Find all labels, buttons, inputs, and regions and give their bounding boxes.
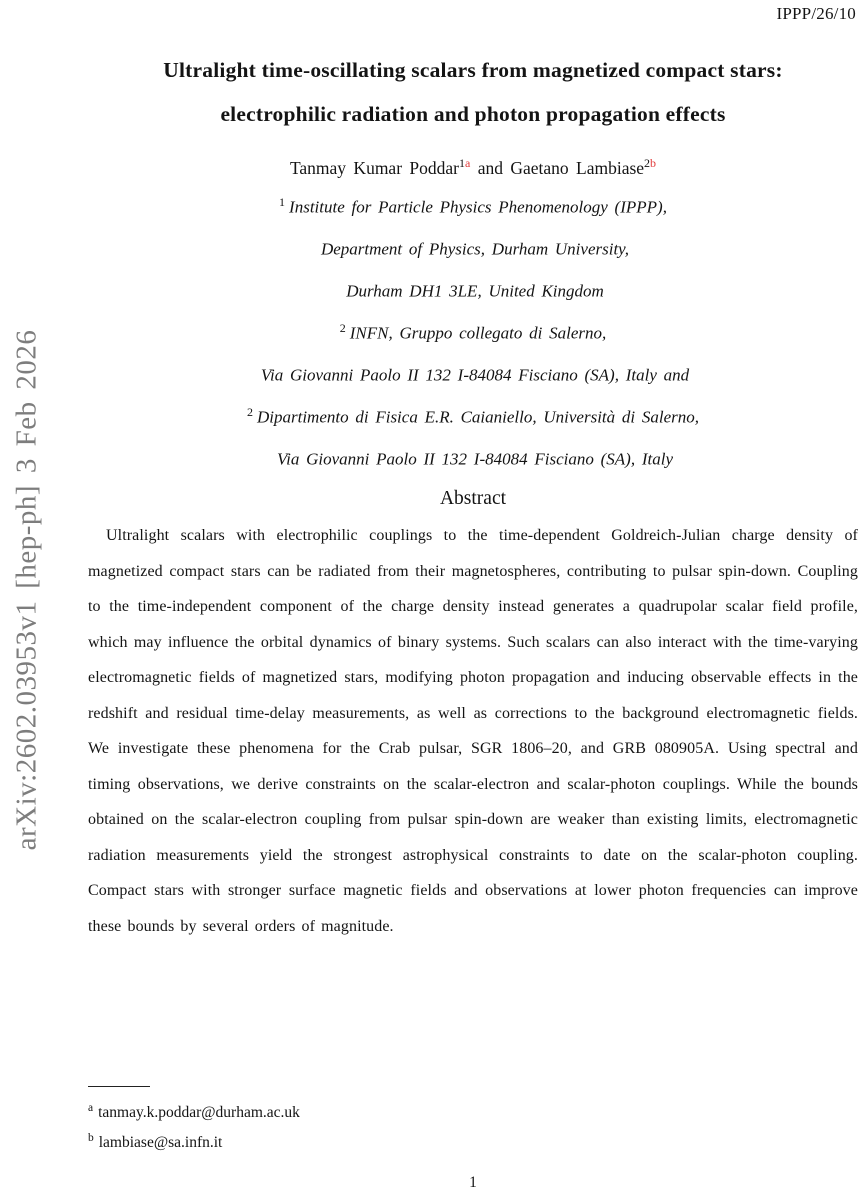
affiliation-text: Department of Physics, Durham University,	[320, 239, 630, 259]
footnotes-block	[88, 1086, 300, 1155]
author-name-2: Gaetano Lambiase	[510, 157, 645, 178]
author-name-1: Tanmay Kumar Poddar	[289, 157, 459, 178]
affiliation-line	[88, 352, 858, 394]
abstract-heading: Abstract	[439, 488, 507, 510]
paper-title-line1: Ultralight time-oscillating scalars from magnetized compact stars:	[163, 58, 783, 82]
footnote-marker-a: a	[88, 1102, 94, 1114]
affiliation-line	[88, 268, 858, 310]
report-number: IPPP/26/10	[776, 4, 856, 23]
page-content	[88, 0, 858, 944]
page-number: 1	[469, 1174, 477, 1191]
affiliation-line	[88, 310, 858, 352]
arxiv-watermark: arXiv:2602.03953v1 [hep-ph] 3 Feb 2026	[10, 329, 43, 851]
author-footnote-link-b[interactable]: b	[650, 156, 657, 170]
affiliation-sup: 2	[247, 405, 253, 420]
author-sup-number-2: 2	[644, 156, 651, 170]
author-sup-number-1: 1	[458, 156, 465, 170]
affiliation-text: Dipartimento di Fisica E.R. Caianiello, Università di Salerno,	[257, 407, 699, 427]
abstract-text: Ultralight scalars with electrophilic couplings to the time-dependent Goldreich-Julian charge density of magnetized compact stars can be radiated from their magnetospheres, contributing to pulsar spin-down. Coupling to the time-independent component of the charge density instead generates a quadrupolar scalar field profile, which may influence the orbital dynamics of binary systems. Such scalars can also interact with the time-varying electromagnetic fields of magnetized stars, modifying photon propagation and inducing observable effects in the redshift and residual time-delay measurements, as well as corrections to the background electromagnetic fields. We investigate these phenomena for the Crab pulsar, SGR 1806–20, and GRB 080905A. Using spectral and timing observations, we derive constraints on the scalar-electron and scalar-photon couplings. While the bounds obtained on the scalar-electron coupling from pulsar spin-down are weaker than existing limits, electromagnetic radiation measurements yield the strongest astrophysical constraints to date on the scalar-photon coupling. Compact stars with stronger surface magnetic fields and observations at lower photon frequencies can improve these bounds by several orders of magnitude.	[88, 527, 858, 935]
footnote-rule	[88, 1086, 150, 1087]
affiliation-line	[88, 226, 858, 268]
footnote-marker-b: b	[88, 1131, 94, 1144]
paper-title-line2: electrophilic radiation and photon propagation effects	[220, 102, 726, 126]
affiliation-text: Institute for Particle Physics Phenomenology (IPPP),	[289, 197, 667, 217]
affiliation-line	[88, 394, 858, 436]
affiliation-sup: 2	[339, 321, 346, 336]
affiliation-line	[88, 184, 858, 226]
author-footnote-link-a[interactable]: a	[464, 156, 471, 170]
authors-line	[88, 156, 858, 179]
affiliation-text: Via Giovanni Paolo II 132 I-84084 Fisciano (SA), Italy and	[260, 365, 690, 385]
affiliation-text: Via Giovanni Paolo II 132 I-84084 Fisciano (SA), Italy	[277, 449, 673, 469]
affiliation-line	[88, 436, 858, 478]
footnote-email-1[interactable]: tanmay.k.poddar@durham.ac.uk	[98, 1104, 300, 1122]
affiliation-sup: 1	[279, 194, 286, 209]
footnote-email-2[interactable]: lambiase@sa.infn.it	[98, 1133, 223, 1151]
affiliation-text: INFN, Gruppo collegato di Salerno,	[349, 323, 607, 343]
authors-separator: and	[477, 157, 503, 178]
paper-title	[88, 48, 858, 136]
footnote-line	[88, 1096, 300, 1126]
affiliations-block	[88, 184, 858, 478]
affiliation-text: Durham DH1 3LE, United Kingdom	[346, 281, 604, 301]
footnote-line	[88, 1126, 300, 1156]
